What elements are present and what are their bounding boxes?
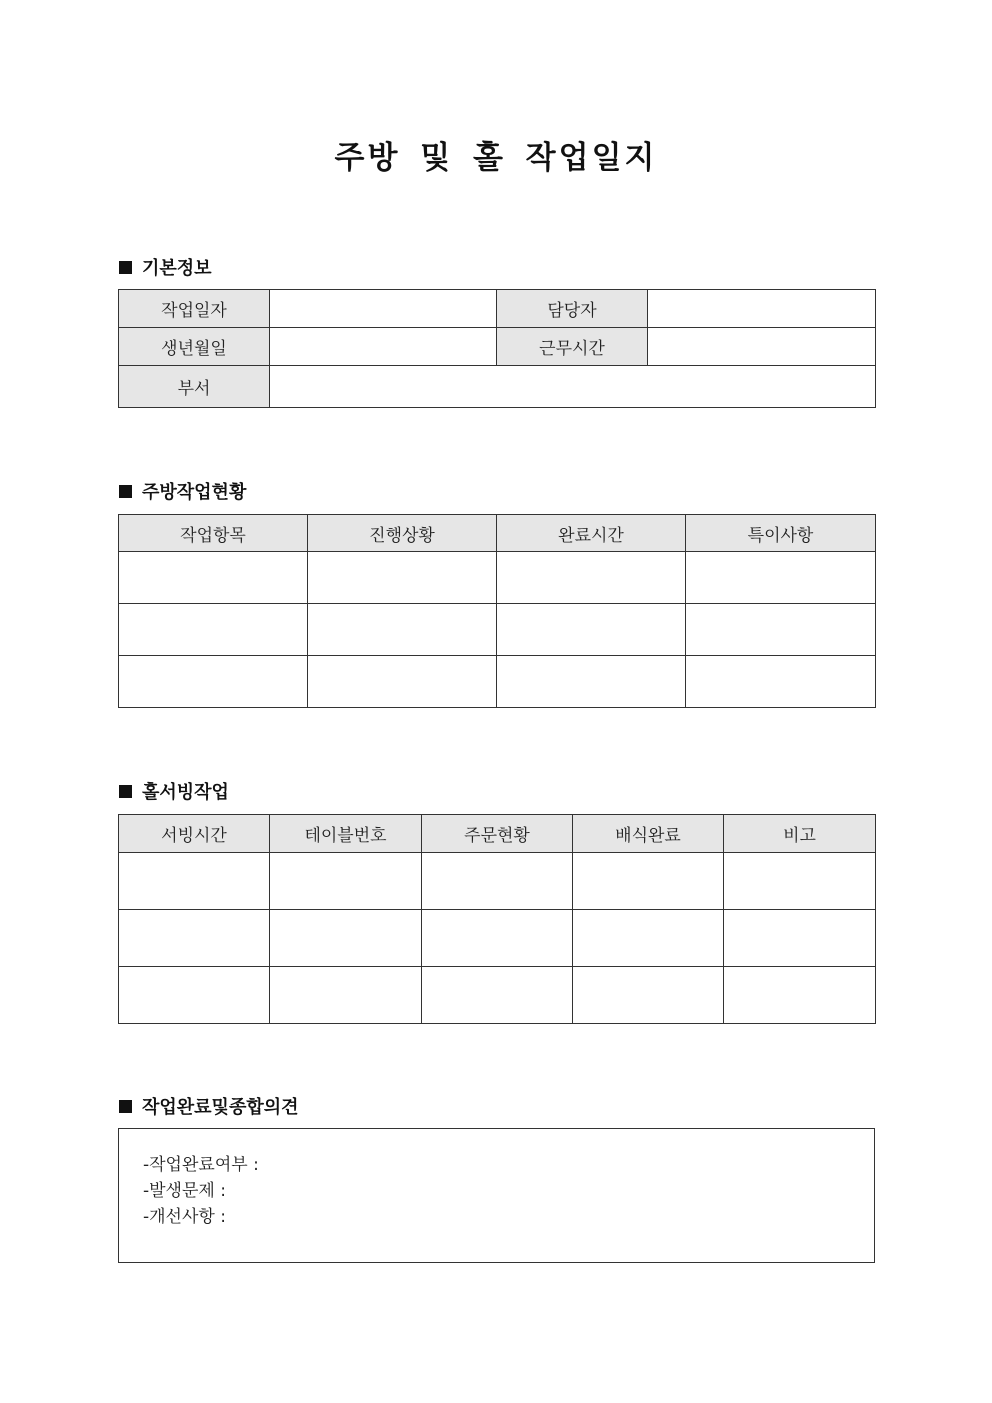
hall-cell[interactable] xyxy=(270,910,422,967)
section-kitchen-label: 주방작업현황 xyxy=(142,482,247,503)
hall-cell[interactable] xyxy=(119,853,270,910)
hall-cell[interactable] xyxy=(119,967,270,1024)
label-work-hours: 근무시간 xyxy=(497,328,648,366)
summary-line-issues: -발생문제 : xyxy=(143,1181,226,1201)
work-hours-field[interactable] xyxy=(648,328,876,366)
hall-cell[interactable] xyxy=(422,910,573,967)
kitchen-cell[interactable] xyxy=(497,604,686,656)
hall-cell[interactable] xyxy=(573,910,724,967)
hall-cell[interactable] xyxy=(724,967,876,1024)
hall-cell[interactable] xyxy=(422,967,573,1024)
hall-col-table-number: 테이블번호 xyxy=(270,815,422,853)
page-title: 주방 및 홀 작업일지 xyxy=(334,140,658,176)
label-birth-date: 생년월일 xyxy=(119,328,270,366)
kitchen-cell[interactable] xyxy=(119,656,308,708)
summary-line-completion: -작업완료여부 : xyxy=(143,1155,259,1175)
kitchen-cell[interactable] xyxy=(686,656,876,708)
kitchen-cell[interactable] xyxy=(308,604,497,656)
kitchen-cell[interactable] xyxy=(686,604,876,656)
kitchen-cell[interactable] xyxy=(119,604,308,656)
label-department: 부서 xyxy=(119,366,270,408)
summary-line-improvements: -개선사항 : xyxy=(143,1207,226,1227)
kitchen-cell[interactable] xyxy=(497,656,686,708)
hall-cell[interactable] xyxy=(270,967,422,1024)
hall-col-served: 배식완료 xyxy=(573,815,724,853)
kitchen-cell[interactable] xyxy=(497,552,686,604)
section-basic-title xyxy=(119,254,212,280)
table-row xyxy=(119,853,876,910)
basic-info-table xyxy=(118,289,876,408)
hall-cell[interactable] xyxy=(573,853,724,910)
hall-cell[interactable] xyxy=(422,853,573,910)
table-row xyxy=(119,967,876,1024)
birth-date-field[interactable] xyxy=(270,328,497,366)
section-summary-label: 작업완료및종합의견 xyxy=(142,1097,299,1118)
hall-cell[interactable] xyxy=(724,853,876,910)
bullet-square-icon xyxy=(119,485,132,498)
label-manager: 담당자 xyxy=(497,290,648,328)
kitchen-cell[interactable] xyxy=(119,552,308,604)
department-field[interactable] xyxy=(270,366,876,408)
manager-field[interactable] xyxy=(648,290,876,328)
hall-col-serving-time: 서빙시간 xyxy=(119,815,270,853)
section-kitchen-title xyxy=(119,478,246,504)
hall-col-remarks: 비고 xyxy=(724,815,876,853)
kitchen-col-item: 작업항목 xyxy=(119,515,308,552)
table-row xyxy=(119,910,876,967)
hall-cell[interactable] xyxy=(270,853,422,910)
kitchen-col-complete-time: 완료시간 xyxy=(497,515,686,552)
kitchen-cell[interactable] xyxy=(308,552,497,604)
hall-cell[interactable] xyxy=(573,967,724,1024)
bullet-square-icon xyxy=(119,785,132,798)
hall-cell[interactable] xyxy=(119,910,270,967)
bullet-square-icon xyxy=(119,1100,132,1113)
section-summary-title xyxy=(119,1093,299,1119)
hall-table xyxy=(118,814,876,1024)
table-row xyxy=(119,656,876,708)
table-row xyxy=(119,604,876,656)
kitchen-table xyxy=(118,514,876,708)
hall-cell[interactable] xyxy=(724,910,876,967)
bullet-square-icon xyxy=(119,261,132,274)
table-row xyxy=(119,552,876,604)
section-basic-label: 기본정보 xyxy=(142,258,212,279)
kitchen-col-notes: 특이사항 xyxy=(686,515,876,552)
summary-box[interactable] xyxy=(118,1128,875,1263)
label-work-date: 작업일자 xyxy=(119,290,270,328)
hall-col-order-status: 주문현황 xyxy=(422,815,573,853)
kitchen-col-progress: 진행상황 xyxy=(308,515,497,552)
section-hall-label: 홀서빙작업 xyxy=(142,782,229,803)
kitchen-cell[interactable] xyxy=(686,552,876,604)
section-hall-title xyxy=(119,778,229,804)
kitchen-cell[interactable] xyxy=(308,656,497,708)
work-date-field[interactable] xyxy=(270,290,497,328)
